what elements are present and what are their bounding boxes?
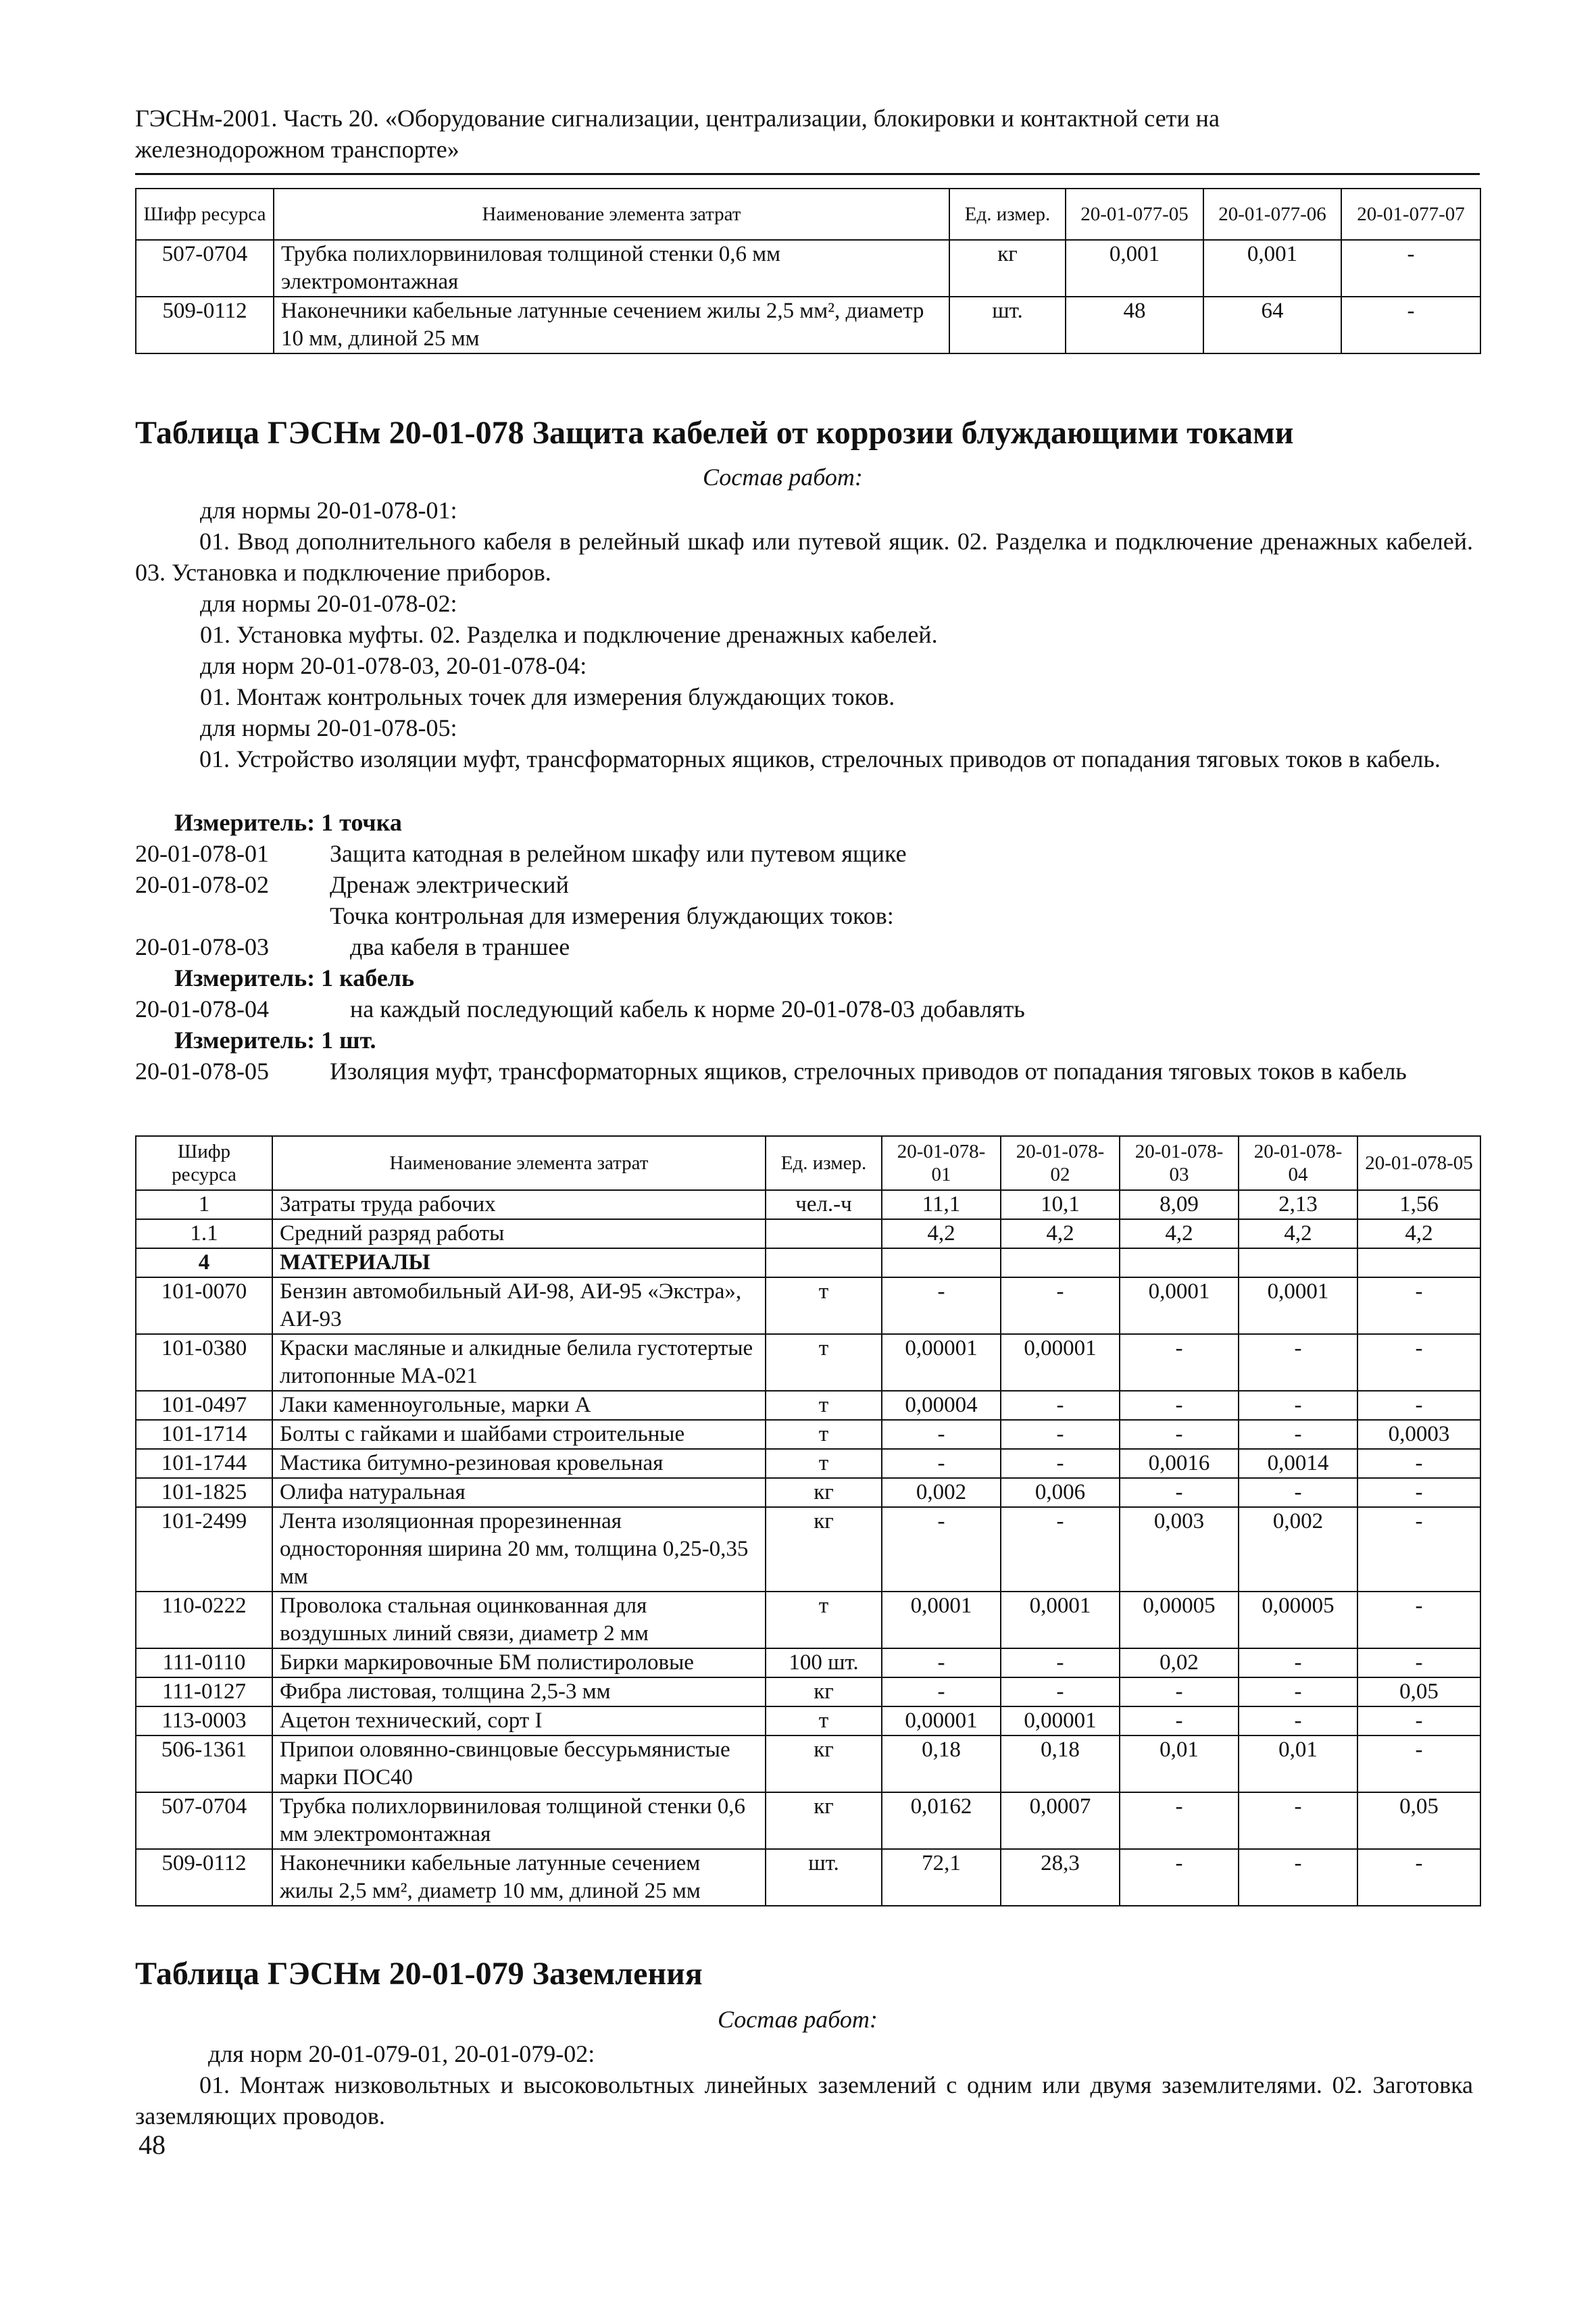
table-row (136, 1507, 1480, 1592)
col-header: 20-01-078-01 (882, 1136, 1001, 1190)
table-cell: - (882, 1648, 1001, 1677)
table-cell: кг (766, 1677, 882, 1706)
table-cell: - (1357, 1592, 1480, 1648)
table-row (136, 1592, 1480, 1648)
table-cell: - (1120, 1706, 1239, 1736)
table-cell: - (1239, 1677, 1357, 1706)
table-cell: 0,0001 (1239, 1277, 1357, 1334)
table-cell (1239, 1248, 1357, 1277)
table-cell: - (1239, 1334, 1357, 1391)
table-cell: кг (949, 240, 1066, 297)
table-cell: - (1357, 1478, 1480, 1507)
table-cell: - (1239, 1792, 1357, 1849)
table-cell: 0,00005 (1120, 1592, 1239, 1648)
table-cell: т (766, 1706, 882, 1736)
table-cell: 0,003 (1120, 1507, 1239, 1592)
col-header: Наименование элемента затрат (272, 1136, 766, 1190)
table-cell: 113-0003 (136, 1706, 272, 1736)
table-cell: - (1120, 1478, 1239, 1507)
table-cell: т (766, 1420, 882, 1449)
table-cell: Болты с гайками и шайбами строительные (272, 1420, 766, 1449)
table-cell: 1 (136, 1190, 272, 1219)
table-cell: 101-0070 (136, 1277, 272, 1334)
col-header: 20-01-078-03 (1120, 1136, 1239, 1190)
table-cell: 111-0110 (136, 1648, 272, 1677)
header-rule (135, 173, 1480, 175)
table-cell: - (1357, 1849, 1480, 1906)
table-cell: 509-0112 (136, 297, 274, 353)
table-row (136, 1677, 1480, 1706)
table-cell: шт. (766, 1849, 882, 1906)
table-cell: - (1120, 1792, 1239, 1849)
table-cell: - (1357, 1449, 1480, 1478)
norm-description: два кабеля в траншее (350, 933, 570, 960)
norm-description: Изоляция муфт, трансформаторных ящиков, стрелочных приводов от попадания тяговых токов в кабель (330, 1058, 1407, 1085)
table-cell: Лента изоляционная прорезиненная односторонняя ширина 20 мм, толщина 0,25-0,35 мм (272, 1507, 766, 1592)
col-header: 20-01-077-05 (1066, 189, 1203, 240)
sostav-label: Состав работ: (703, 464, 863, 491)
table-cell: Ацетон технический, сорт I (272, 1706, 766, 1736)
table-cell: - (1239, 1420, 1357, 1449)
table-row (136, 1478, 1480, 1507)
table-cell: 4,2 (882, 1219, 1001, 1248)
table-cell: - (1239, 1648, 1357, 1677)
table-cell: - (1341, 240, 1480, 297)
table-cell: шт. (949, 297, 1066, 353)
table-cell: кг (766, 1792, 882, 1849)
measure-label: Измеритель: 1 шт. (174, 1027, 376, 1054)
table-cell (766, 1248, 882, 1277)
table-cell: 72,1 (882, 1849, 1001, 1906)
table-cell: - (1120, 1334, 1239, 1391)
table-cell: Олифа натуральная (272, 1478, 766, 1507)
table-cell: - (1239, 1706, 1357, 1736)
table-cell: 101-2499 (136, 1507, 272, 1592)
table-cell: Затраты труда рабочих (272, 1190, 766, 1219)
col-header: 20-01-078-02 (1001, 1136, 1120, 1190)
table-cell (882, 1248, 1001, 1277)
table-cell: 0,0162 (882, 1792, 1001, 1849)
table-cell: 1.1 (136, 1219, 272, 1248)
table-cell: 0,00005 (1239, 1592, 1357, 1648)
table-row (136, 1736, 1480, 1792)
table-cell: 0,0003 (1357, 1420, 1480, 1449)
col-header: 20-01-078-04 (1239, 1136, 1357, 1190)
norm-code: 20-01-078-04 (135, 995, 269, 1023)
table-cell: Краски масляные и алкидные белила густотертые литопонные МА-021 (272, 1334, 766, 1391)
table-cell: Бензин автомобильный АИ-98, АИ-95 «Экстра», АИ-93 (272, 1277, 766, 1334)
table-cell: 0,01 (1120, 1736, 1239, 1792)
table-cell: 506-1361 (136, 1736, 272, 1792)
norm-text: 01. Устройство изоляции муфт, трансформаторных ящиков, стрелочных приводов от попадания тяговых токов в кабель. (199, 745, 1441, 772)
table-row (136, 1190, 1480, 1219)
table-cell: 509-0112 (136, 1849, 272, 1906)
table-cell: 101-0380 (136, 1334, 272, 1391)
table-cell: 4,2 (1357, 1219, 1480, 1248)
table-cell: - (1357, 1391, 1480, 1420)
measure-label: Измеритель: 1 точка (174, 809, 402, 836)
table-row (136, 1248, 1480, 1277)
table-cell: 101-1714 (136, 1420, 272, 1449)
norm-code: 20-01-078-03 (135, 933, 269, 960)
table-cell: Трубка полихлорвиниловая толщиной стенки 0,6 мм электромонтажная (274, 240, 949, 297)
table-cell: кг (766, 1478, 882, 1507)
norm-label: для нормы 20-01-078-02: (200, 590, 457, 617)
norm-text: 01. Ввод дополнительного кабеля в релейный шкаф или путевой ящик. 02. Разделка и подключение дренажных кабелей. 03. Установка и подключение приборов. (135, 528, 1473, 586)
table-cell: 28,3 (1001, 1849, 1120, 1906)
table-row (136, 1334, 1480, 1391)
table-cell: 0,002 (1239, 1507, 1357, 1592)
table-cell: - (1001, 1277, 1120, 1334)
running-header: ГЭСНм-2001. Часть 20. «Оборудование сигнализации, централизации, блокировки и контактной сети на железнодорожном транспорте» (135, 105, 1220, 163)
table-cell: 0,0001 (882, 1592, 1001, 1648)
page-number: 48 (139, 2130, 166, 2160)
table-cell: Наконечники кабельные латунные сечением жилы 2,5 мм², диаметр 10 мм, длиной 25 мм (272, 1849, 766, 1906)
table-cell: - (1239, 1478, 1357, 1507)
table-cell: т (766, 1449, 882, 1478)
norm-label: для норм 20-01-078-03, 20-01-078-04: (200, 652, 587, 679)
norm-text: 01. Монтаж контрольных точек для измерения блуждающих токов. (200, 683, 895, 710)
norm-description: на каждый последующий кабель к норме 20-01-078-03 добавлять (350, 995, 1025, 1023)
section-title-079: Таблица ГЭСНм 20-01-079 Заземления (135, 1956, 703, 1992)
table-row (136, 1391, 1480, 1420)
norm-text: 01. Установка муфты. 02. Разделка и подключение дренажных кабелей. (200, 621, 938, 648)
table-cell: - (1001, 1420, 1120, 1449)
norm-label: для нормы 20-01-078-05: (200, 714, 457, 741)
table-cell: 0,0016 (1120, 1449, 1239, 1478)
table-cell: т (766, 1334, 882, 1391)
table-row (136, 240, 1480, 297)
table-cell: 11,1 (882, 1190, 1001, 1219)
table-cell: 10,1 (1001, 1190, 1120, 1219)
table-cell: - (1001, 1677, 1120, 1706)
table-cell (1001, 1248, 1120, 1277)
table-cell: чел.-ч (766, 1190, 882, 1219)
table-row (136, 1277, 1480, 1334)
table-cell: - (1357, 1736, 1480, 1792)
table-cell: - (1239, 1849, 1357, 1906)
table-cell (1357, 1248, 1480, 1277)
table-cell: - (1357, 1648, 1480, 1677)
table-cell: Проволока стальная оцинкованная для воздушных линий связи, диаметр 2 мм (272, 1592, 766, 1648)
table-row (136, 1420, 1480, 1449)
table-cell: т (766, 1592, 882, 1648)
norm-description: Защита катодная в релейном шкафу или путевом ящике (330, 840, 907, 867)
sostav-label: Состав работ: (718, 2006, 878, 2033)
col-header: 20-01-077-07 (1341, 189, 1480, 240)
table-cell: 0,18 (1001, 1736, 1120, 1792)
table-cell: - (1120, 1677, 1239, 1706)
table-cell: 100 шт. (766, 1648, 882, 1677)
table-cell: 0,0007 (1001, 1792, 1120, 1849)
table-cell: - (882, 1420, 1001, 1449)
table-cell (1120, 1248, 1239, 1277)
table-cell: - (882, 1449, 1001, 1478)
table-cell: - (1341, 297, 1480, 353)
table-cell (766, 1219, 882, 1248)
table-cell: 8,09 (1120, 1190, 1239, 1219)
table-cell: 0,001 (1203, 240, 1341, 297)
table-cell: 101-1744 (136, 1449, 272, 1478)
table-cell: Наконечники кабельные латунные сечением жилы 2,5 мм², диаметр 10 мм, длиной 25 мм (274, 297, 949, 353)
table-cell: - (882, 1677, 1001, 1706)
table-cell: Бирки маркировочные БМ полистироловые (272, 1648, 766, 1677)
table-row (136, 1706, 1480, 1736)
table-cell: - (1239, 1391, 1357, 1420)
table-cell: - (882, 1277, 1001, 1334)
table-cell: - (1001, 1391, 1120, 1420)
table-cell: 48 (1066, 297, 1203, 353)
table-cell: - (882, 1507, 1001, 1592)
table-cell: кг (766, 1736, 882, 1792)
table-cell: - (1120, 1420, 1239, 1449)
table-cell: Трубка полихлорвиниловая толщиной стенки 0,6 мм электромонтажная (272, 1792, 766, 1849)
table-cell: Фибра листовая, толщина 2,5-3 мм (272, 1677, 766, 1706)
table-cell: 4 (136, 1248, 272, 1277)
table-cell: кг (766, 1507, 882, 1592)
table-cell: МАТЕРИАЛЫ (272, 1248, 766, 1277)
table-cell: 64 (1203, 297, 1341, 353)
table-cell: 0,0014 (1239, 1449, 1357, 1478)
table-cell: 4,2 (1001, 1219, 1120, 1248)
table-cell: 0,002 (882, 1478, 1001, 1507)
table-cell: - (1357, 1277, 1480, 1334)
norm-text: 01. Монтаж низковольтных и высоковольтных линейных заземлений с одним или двумя заземлителями. 02. Заготовка заземляющих проводов. (135, 2071, 1473, 2130)
table-cell: 0,0001 (1120, 1277, 1239, 1334)
table-cell: Припои оловянно-свинцовые бессурьмянистые марки ПОС40 (272, 1736, 766, 1792)
table-cell: 4,2 (1239, 1219, 1357, 1248)
norm-subheading: Точка контрольная для измерения блуждающих токов: (330, 902, 894, 929)
table-cell: 0,00001 (1001, 1706, 1120, 1736)
measure-label: Измеритель: 1 кабель (174, 964, 415, 991)
table-cell: - (1357, 1706, 1480, 1736)
table-cell: 0,00001 (882, 1334, 1001, 1391)
table-cell: - (1357, 1507, 1480, 1592)
table-cell: - (1001, 1507, 1120, 1592)
table-cell: 0,05 (1357, 1677, 1480, 1706)
table-cell: Лаки каменноугольные, марки А (272, 1391, 766, 1420)
table-cell: 2,13 (1239, 1190, 1357, 1219)
table-cell: т (766, 1277, 882, 1334)
table-cell: 0,01 (1239, 1736, 1357, 1792)
col-header: Ед. измер. (949, 189, 1066, 240)
table-cell: 0,006 (1001, 1478, 1120, 1507)
table-cell: т (766, 1391, 882, 1420)
table-resources-078 (135, 1135, 1481, 1906)
table-cell: 0,18 (882, 1736, 1001, 1792)
col-header: Наименование элемента затрат (274, 189, 949, 240)
table-cell: 0,0001 (1001, 1592, 1120, 1648)
norm-description: Дренаж электрический (330, 871, 569, 898)
table-cell: 110-0222 (136, 1592, 272, 1648)
table-cell: - (1120, 1849, 1239, 1906)
table-cell: 0,00001 (1001, 1334, 1120, 1391)
table-cell: 1,56 (1357, 1190, 1480, 1219)
table-row (136, 1449, 1480, 1478)
table-cell: Средний разряд работы (272, 1219, 766, 1248)
table-row (136, 297, 1480, 353)
norm-label: для нормы 20-01-078-01: (200, 497, 457, 524)
table-row (136, 1792, 1480, 1849)
table-cell: - (1001, 1449, 1120, 1478)
col-header: Шифр ресурса (136, 1136, 272, 1190)
col-header: Ед. измер. (766, 1136, 882, 1190)
table-cell: 0,00001 (882, 1706, 1001, 1736)
col-header: Шифр ресурса (136, 189, 274, 240)
table-cell: 4,2 (1120, 1219, 1239, 1248)
table-cell: 101-0497 (136, 1391, 272, 1420)
table-row (136, 1648, 1480, 1677)
table-cell: 0,05 (1357, 1792, 1480, 1849)
table-row (136, 1849, 1480, 1906)
table-cell: 0,00004 (882, 1391, 1001, 1420)
table-cell: 0,02 (1120, 1648, 1239, 1677)
table-cell: Мастика битумно-резиновая кровельная (272, 1449, 766, 1478)
col-header: 20-01-078-05 (1357, 1136, 1480, 1190)
table-continuation (135, 188, 1481, 354)
col-header: 20-01-077-06 (1203, 189, 1341, 240)
table-cell: 101-1825 (136, 1478, 272, 1507)
norm-code: 20-01-078-05 (135, 1058, 269, 1085)
table-cell: - (1001, 1648, 1120, 1677)
table-cell: 507-0704 (136, 240, 274, 297)
table-cell: - (1120, 1391, 1239, 1420)
norm-code: 20-01-078-02 (135, 871, 269, 898)
table-cell: 0,001 (1066, 240, 1203, 297)
norm-code: 20-01-078-01 (135, 840, 269, 867)
norm-label: для норм 20-01-079-01, 20-01-079-02: (208, 2040, 595, 2067)
table-cell: 507-0704 (136, 1792, 272, 1849)
table-row (136, 1219, 1480, 1248)
table-cell: 111-0127 (136, 1677, 272, 1706)
table-cell: - (1357, 1334, 1480, 1391)
section-title-078: Таблица ГЭСНм 20-01-078 Защита кабелей от коррозии блуждающими токами (135, 415, 1294, 451)
